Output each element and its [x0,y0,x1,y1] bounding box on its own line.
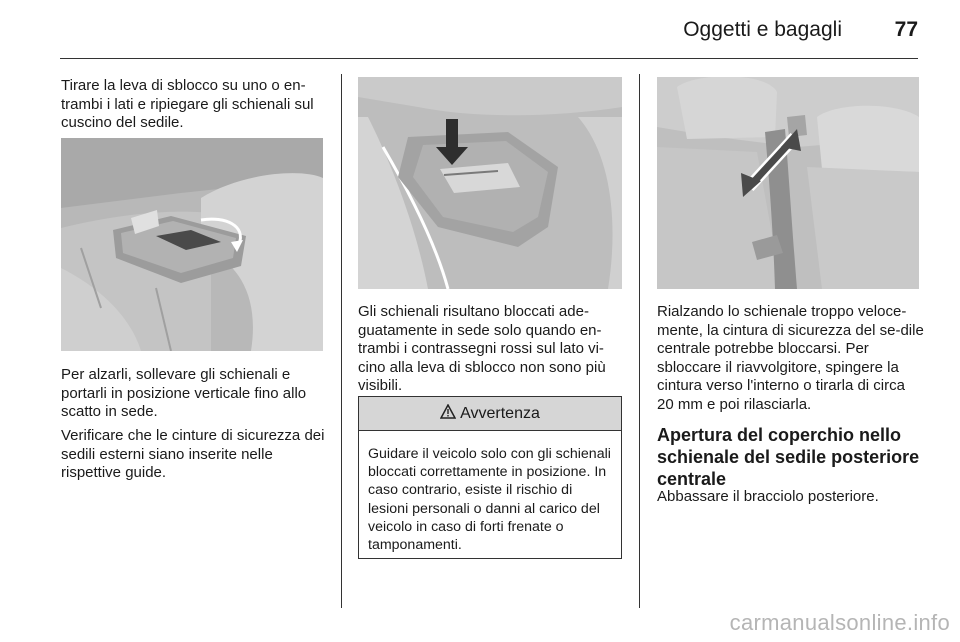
section-subheading: Apertura del coperchio nello schienale del sedile posteriore centrale [657,425,920,489]
col1-paragraph-1: Tirare la leva di sblocco su uno o en-trambi i lati e ripiegare gli schienali sul cuscino del sedile. [61,77,314,131]
warning-triangle-icon [440,404,456,424]
center-seatbelt-retractor-illustration [657,77,919,289]
column-divider-left [341,74,342,608]
column-divider-right [639,74,640,608]
col3-paragraph-1: Rialzando lo schienale troppo veloce-mente, la cintura di sicurezza del se-dile centrale potrebbe bloccarsi. Per sbloccare il riavvolgitore, spingere la cintura verso l'interno o tirarla di circa 20 mm e poi rilasciarla. [657,303,924,413]
watermark: carmanualsonline.info [729,610,950,635]
backrest-lock-indicator-illustration [358,77,622,289]
header-rule [60,58,918,59]
col1-paragraph-3: Verificare che le cinture di sicurezza dei sedili esterni siano inserite nelle rispettive guide. [61,427,325,481]
col2-paragraph-1: Gli schienali risultano bloccati ade-guatamente in sede solo quando en-trambi i contrassegni rossi sul lato vi-cino alla leva di sblocco non sono più visibili. [358,303,606,394]
warning-box [358,396,622,559]
page-number: 77 [894,18,918,41]
warning-text: Guidare il veicolo solo con gli schienali bloccati correttamente in posizione. In caso contrario, esiste il rischio di lesioni personali o danni al carico del veicolo in caso di forti frenate o tamponamenti. [368,446,611,554]
warning-header [359,397,621,431]
col3-paragraph-2: Abbassare il bracciolo posteriore. [657,488,879,505]
seat-release-lever-illustration [61,138,323,351]
col1-paragraph-2: Per alzarli, sollevare gli schienali e portarli in posizione verticale fino allo scatto in sede. [61,366,307,420]
warning-title: Avvertenza [460,404,540,422]
section-title: Oggetti e bagagli [683,18,842,41]
